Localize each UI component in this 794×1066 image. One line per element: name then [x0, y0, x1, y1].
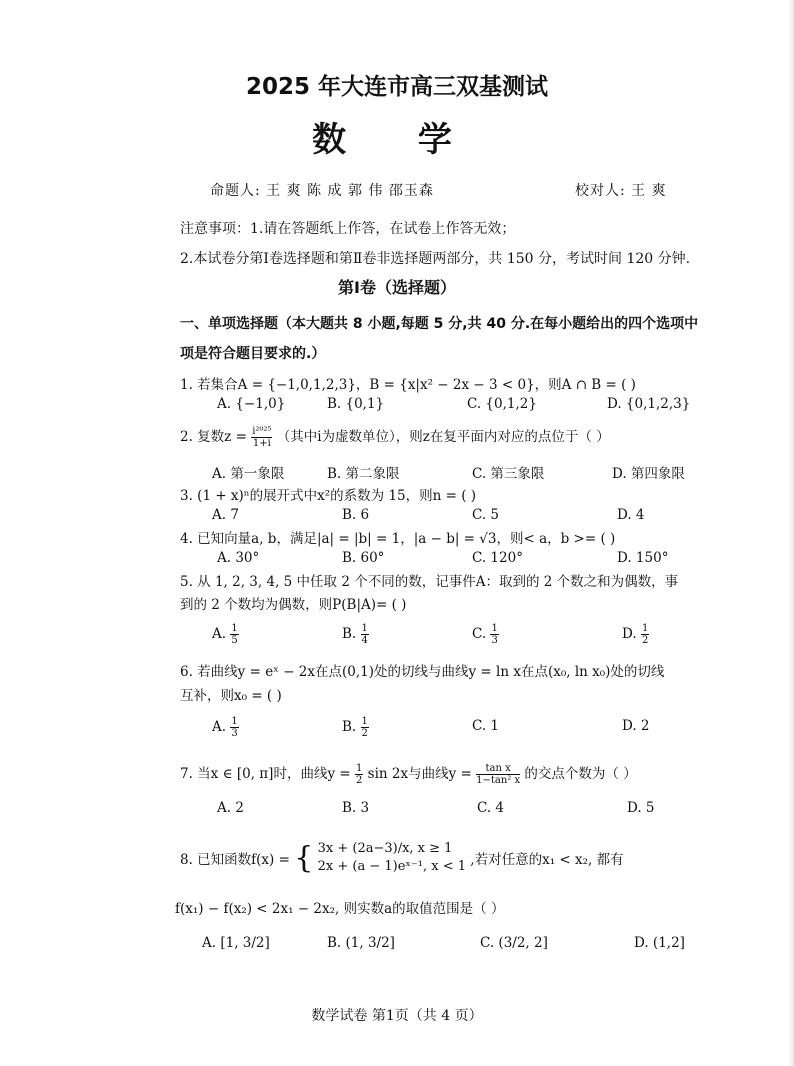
q3-option-b: B. 6: [342, 507, 370, 523]
q6-option-b-frac: [361, 716, 369, 739]
q5-d-num: 1: [641, 623, 649, 634]
q5-option-a-frac: [230, 623, 238, 646]
q8-option-c: C. (3/2, 2]: [480, 935, 548, 951]
q1-option-a: A. {−1,0}: [217, 396, 286, 412]
checkers-line: 校对人: 王 爽: [575, 183, 667, 199]
q5-option-d-frac: [641, 623, 649, 646]
q6-b-num: 1: [361, 716, 368, 727]
q3-option-c: C. 5: [472, 507, 500, 523]
q8-option-d: D. (1,2]: [634, 935, 685, 951]
question-7-stem: [180, 762, 637, 786]
q5-option-c: [472, 623, 499, 646]
q2-fraction-num: i²⁰²⁵: [252, 426, 272, 437]
q5-option-b-label: B.: [342, 626, 357, 642]
page-footer: 数学试卷 第1页（共 4 页）: [311, 1008, 483, 1024]
q5-b-num: 1: [361, 623, 368, 634]
q4-option-a: A. 30°: [217, 550, 260, 566]
q5-c-den: 3: [491, 635, 498, 646]
question-1-stem: 1. 若集合A = {−1,0,1,2,3}，B = {x|x² − 2x − 3 < 0}，则A ∩ B = ( ): [180, 377, 636, 393]
subject-title: 数 学: [312, 120, 482, 160]
q1-option-d: D. {0,1,2,3}: [607, 396, 691, 412]
q7-stem-mid: sin 2x与曲线y =: [367, 766, 477, 782]
question-6-stem: 6. 若曲线y = eˣ − 2x在点(0,1)处的切线与曲线y = ln x在点(x₀, ln x₀)处的切线: [180, 664, 665, 680]
q6-option-a-frac: [230, 716, 238, 739]
q7-tan-den: 1−tan² x: [476, 775, 521, 786]
q6-option-d: D. 2: [622, 718, 650, 734]
q7-option-a: A. 2: [217, 800, 244, 816]
q4-option-b: B. 60°: [342, 550, 385, 566]
q5-a-num: 1: [231, 623, 238, 634]
q5-option-c-frac: [490, 623, 498, 646]
question-8-stem: [180, 840, 624, 876]
question-5-stem-2: 到的 2 个数均为偶数，则P(B|A)= ( ): [180, 597, 407, 613]
q1-option-c: C. {0,1,2}: [467, 396, 537, 412]
q6-option-b: [342, 716, 369, 739]
q7-tan-frac: [476, 763, 520, 786]
q3-option-a: A. 7: [212, 507, 239, 523]
q2-option-b: B. 第二象限: [327, 466, 400, 482]
question-4-stem: 4. 已知向量a, b，满足|a| = |b| = 1，|a − b| = √3，则< a，b >= ( ): [180, 531, 616, 547]
q2-stem-post: （其中i为虚数单位），则z在复平面内对应的点位于（ ）: [276, 429, 610, 445]
q8-brace: {: [294, 840, 314, 876]
q8-stem-post: ,若对任意的x₁ < x₂, 都有: [470, 852, 624, 868]
q8-stem-pre: 8. 已知函数f(x) =: [180, 852, 290, 868]
q7-option-b: B. 3: [342, 800, 370, 816]
q2-fraction-den: 1+i: [252, 438, 271, 449]
q4-option-d: D. 150°: [617, 550, 669, 566]
q7-half-den: 2: [355, 775, 363, 786]
q7-half-frac: [355, 763, 363, 786]
q7-tan-num: tan x: [476, 763, 520, 775]
q5-d-den: 2: [641, 635, 649, 646]
q8-case-2: 2x + (a − 1)eˣ⁻¹, x < 1: [317, 859, 466, 874]
q2-option-c: C. 第三象限: [472, 466, 545, 482]
q6-a-den: 3: [231, 728, 238, 739]
q5-a-den: 5: [231, 635, 238, 646]
q5-option-a: [212, 623, 239, 646]
q7-option-c: C. 4: [477, 800, 505, 816]
q7-option-d: D. 5: [627, 800, 655, 816]
question-8-stem-2: f(x₁) − f(x₂) < 2x₁ − 2x₂, 则实数a的取值范围是（ ）: [175, 901, 505, 917]
q8-option-a: A. [1, 3/2]: [202, 935, 270, 951]
q7-half-num: 1: [355, 763, 363, 774]
q5-c-num: 1: [491, 623, 498, 634]
authors-line: 命题人: 王 爽 陈 成 郭 伟 邵玉森: [210, 183, 434, 199]
q6-option-c: C. 1: [472, 718, 500, 734]
q2-option-d: D. 第四象限: [612, 466, 685, 482]
exam-title: 2025 年大连市高三双基测试: [245, 74, 549, 100]
q6-option-a-label: A.: [212, 719, 227, 735]
q6-option-b-label: B.: [342, 719, 357, 735]
question-6-stem-2: 互补，则x₀ = ( ): [180, 688, 282, 704]
q8-case-1: 3x + (2a−3)/x, x ≥ 1: [317, 841, 453, 856]
q5-option-b: [342, 623, 369, 646]
q6-a-num: 1: [231, 716, 238, 727]
q5-option-d-label: D.: [622, 626, 637, 642]
q5-b-den: 4: [361, 635, 368, 646]
q5-option-a-label: A.: [212, 626, 227, 642]
q2-stem-pre: 2. 复数z =: [180, 429, 252, 445]
q8-cases: [318, 840, 466, 876]
q6-option-a: [212, 716, 239, 739]
q5-option-b-frac: [361, 623, 369, 646]
question-2-stem: [180, 425, 610, 449]
q2-fraction: [251, 426, 272, 449]
q8-option-b: B. (1, 3/2]: [327, 935, 395, 951]
q7-stem-post: 的交点个数为（ ）: [524, 766, 637, 782]
notes-line-2: 2.本试卷分第Ⅰ卷选择题和第Ⅱ卷非选择题两部分，共 150 分，考试时间 120 分钟.: [180, 251, 691, 267]
q3-option-d: D. 4: [617, 507, 645, 523]
section-intro-1: 一、单项选择题（本大题共 8 小题,每题 5 分,共 40 分.在每小题给出的四个选项中: [180, 316, 699, 332]
q5-option-d: [622, 623, 649, 646]
q7-stem-pre: 7. 当x ∈ [0, π]时，曲线y =: [180, 766, 355, 782]
q2-option-a: A. 第一象限: [212, 466, 285, 482]
section-intro-2: 项是符合题目要求的.）: [180, 346, 326, 362]
q1-option-b: B. {0,1}: [327, 396, 385, 412]
question-5-stem: 5. 从 1, 2, 3, 4, 5 中任取 2 个不同的数，记事件A：取到的 2 个数之和为偶数，事: [180, 574, 679, 590]
q6-b-den: 2: [361, 728, 368, 739]
notes-line-1: 注意事项：1.请在答题纸上作答，在试卷上作答无效；: [180, 221, 516, 237]
q5-option-c-label: C.: [472, 626, 487, 642]
q4-option-c: C. 120°: [472, 550, 523, 566]
question-3-stem: 3. (1 + x)ⁿ的展开式中x²的系数为 15，则n = ( ): [180, 488, 477, 504]
section-title: 第Ⅰ卷（选择题）: [338, 278, 456, 297]
